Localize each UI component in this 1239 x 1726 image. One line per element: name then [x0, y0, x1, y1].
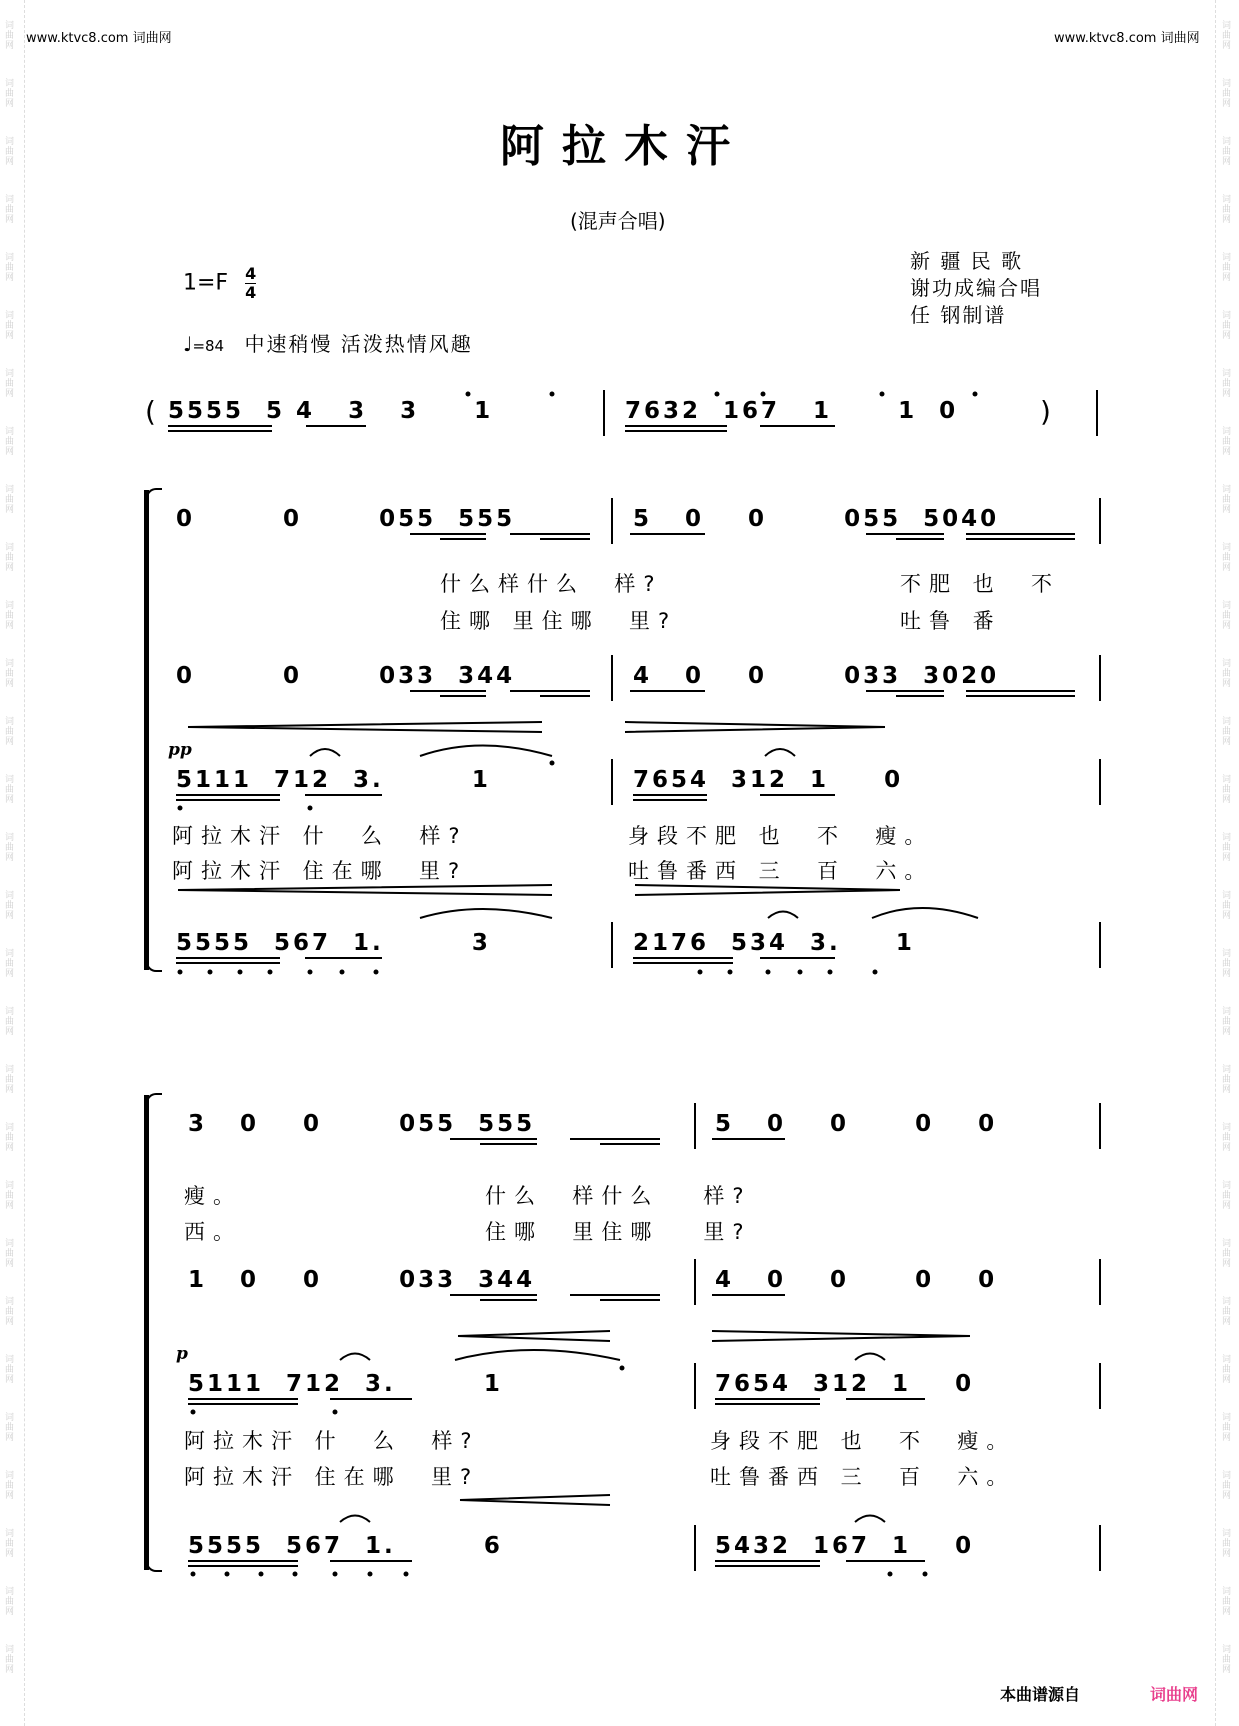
- side-watermark-text: 词曲网: [3, 310, 13, 340]
- tenor-bar-2: 7654 312 1 0: [715, 1371, 975, 1397]
- side-watermark-text: 词曲网: [3, 832, 13, 862]
- soprano-lyric-2-b: 住哪 里住哪 里?: [485, 1220, 752, 1244]
- side-watermark-text: 词曲网: [3, 1354, 13, 1384]
- side-watermark-text: 词曲网: [1220, 1006, 1230, 1036]
- side-watermark-text: 词曲网: [1220, 1296, 1230, 1326]
- side-watermark-text: 词曲网: [3, 600, 13, 630]
- side-watermark-text: 词曲网: [3, 774, 13, 804]
- tenor-lyric-1-a: 阿拉木汗 什 么 样?: [172, 824, 468, 848]
- side-watermark-text: 词曲网: [3, 890, 13, 920]
- side-watermark-text: 词曲网: [3, 484, 13, 514]
- soprano-lyric-1-b: 什么 样什么 样?: [485, 1184, 752, 1208]
- side-watermark-text: 词曲网: [3, 716, 13, 746]
- intro-bar-1: 5555 5 4 3 3 1: [168, 398, 494, 424]
- side-watermark-text: 词曲网: [3, 252, 13, 282]
- side-watermark-text: 词曲网: [3, 1238, 13, 1268]
- credit-transcriber: 任 钢制谱: [910, 303, 1007, 327]
- side-watermark-text: 词曲网: [3, 426, 13, 456]
- side-watermark-text: 词曲网: [3, 542, 13, 572]
- side-watermark-text: 词曲网: [1220, 542, 1230, 572]
- side-watermark-text: 词曲网: [3, 194, 13, 224]
- dynamic-pianissimo: pp: [168, 740, 192, 760]
- side-watermark-text: 词曲网: [3, 1006, 13, 1036]
- subtitle: (混声合唱): [570, 209, 666, 233]
- side-watermark-text: 词曲网: [3, 1528, 13, 1558]
- side-watermark-text: 词曲网: [1220, 832, 1230, 862]
- tenor-lyric-1-b: 身段不肥 也 不 瘦。: [710, 1429, 1016, 1453]
- side-watermark-text: 词曲网: [1220, 368, 1230, 398]
- side-watermark-text: 词曲网: [3, 1586, 13, 1616]
- site-watermark-right: www.ktvc8.com 词曲网: [1054, 31, 1200, 46]
- side-watermark-text: 词曲网: [1220, 1528, 1230, 1558]
- side-watermark-text: 词曲网: [3, 1296, 13, 1326]
- side-watermark-text: 词曲网: [1220, 194, 1230, 224]
- soprano-lyric-2-b: 吐鲁 番: [900, 609, 1002, 633]
- quarter-note-icon: ♩: [183, 332, 193, 356]
- side-watermark-text: 词曲网: [1220, 484, 1230, 514]
- side-watermark-text: 词曲网: [3, 1470, 13, 1500]
- side-watermark-text: 词曲网: [3, 20, 13, 50]
- tenor-bar-1: 5111 712 3. 1: [188, 1371, 503, 1397]
- bass-bar-1: 5555 567 1. 3: [176, 930, 491, 956]
- side-watermark-text: 词曲网: [3, 1644, 13, 1674]
- side-watermark-text: 词曲网: [3, 1064, 13, 1094]
- side-watermark-text: 词曲网: [1220, 1412, 1230, 1442]
- side-watermark-text: 词曲网: [1220, 600, 1230, 630]
- source-label: 本曲谱源自: [1000, 1685, 1081, 1704]
- side-watermark-text: 词曲网: [1220, 1122, 1230, 1152]
- side-watermark-text: 词曲网: [1220, 20, 1230, 50]
- side-watermark-text: 词曲网: [3, 658, 13, 688]
- side-watermark-text: 词曲网: [1220, 136, 1230, 166]
- side-watermark-text: 词曲网: [1220, 716, 1230, 746]
- bass-bar-1: 5555 567 1. 6: [188, 1533, 503, 1559]
- side-watermark-text: 词曲网: [3, 1180, 13, 1210]
- tenor-lyric-2-a: 阿拉木汗 住在哪 里?: [184, 1465, 480, 1489]
- side-watermark-text: 词曲网: [1220, 774, 1230, 804]
- soprano-bar-2: 5 0 0 0 0: [715, 1111, 998, 1137]
- alto-bar-1: 0 0 033 344: [176, 663, 516, 689]
- alto-bar-2: 4 0 0 033 3020: [633, 663, 1000, 689]
- source-site-link[interactable]: 词曲网: [1150, 1685, 1199, 1704]
- side-watermark-text: 词曲网: [1220, 1354, 1230, 1384]
- credit-arranger: 谢功成编合唱: [910, 276, 1042, 300]
- side-watermark-text: 词曲网: [1220, 426, 1230, 456]
- soprano-lyric-2-a: 西。: [184, 1220, 242, 1244]
- tenor-bar-2: 7654 312 1 0: [633, 767, 904, 793]
- tenor-lyric-1-b: 身段不肥 也 不 瘦。: [628, 824, 934, 848]
- soprano-lyric-2: 住哪 里住哪 里?: [440, 609, 678, 633]
- tenor-lyric-2-a: 阿拉木汗 住在哪 里?: [172, 859, 468, 883]
- alto-bar-2: 4 0 0 0 0: [715, 1267, 998, 1293]
- page-title: 阿拉木汗: [500, 121, 748, 172]
- side-watermark-text: 词曲网: [1220, 1238, 1230, 1268]
- soprano-bar-2: 5 0 0 055 5040: [633, 506, 1000, 532]
- side-watermark-text: 词曲网: [3, 1412, 13, 1442]
- side-watermark-text: 词曲网: [1220, 78, 1230, 108]
- side-watermark-text: 词曲网: [1220, 1586, 1230, 1616]
- side-watermark-text: 词曲网: [1220, 252, 1230, 282]
- soprano-lyric-1-a: 瘦。: [184, 1184, 242, 1208]
- bass-bar-2: 2176 534 3. 1: [633, 930, 915, 956]
- intro-paren-open: (: [145, 395, 156, 428]
- bass-bar-2: 5432 167 1 0: [715, 1533, 975, 1559]
- tenor-lyric-2-b: 吐鲁番西 三 百 六。: [710, 1465, 1016, 1489]
- side-watermark-text: 词曲网: [3, 368, 13, 398]
- side-watermark-text: 词曲网: [3, 136, 13, 166]
- side-watermark-text: 词曲网: [1220, 310, 1230, 340]
- credit-origin: 新 疆 民 歌: [910, 249, 1024, 273]
- side-watermark-text: 词曲网: [3, 1122, 13, 1152]
- time-signature-top: 4: [245, 264, 257, 283]
- alto-bar-1: 1 0 0 033 344: [188, 1267, 536, 1293]
- side-watermark-text: 词曲网: [1220, 658, 1230, 688]
- side-watermark-text: 词曲网: [1220, 1064, 1230, 1094]
- side-watermark-text: 词曲网: [1220, 1180, 1230, 1210]
- tempo-text: 中速稍慢 活泼热情风趣: [244, 332, 473, 356]
- dynamic-piano: p: [176, 1344, 188, 1364]
- soprano-lyric-1-b: 不肥 也 不: [900, 572, 1061, 596]
- side-watermark-text: 词曲网: [3, 948, 13, 978]
- site-watermark-left: www.ktvc8.com 词曲网: [26, 31, 172, 46]
- soprano-bar-1: 3 0 0 055 555: [188, 1111, 536, 1137]
- side-watermark-text: 词曲网: [1220, 890, 1230, 920]
- intro-paren-close: ): [1040, 395, 1051, 428]
- tenor-bar-1: 5111 712 3. 1: [176, 767, 491, 793]
- side-watermark-text: 词曲网: [3, 78, 13, 108]
- soprano-bar-1: 0 0 055 555: [176, 506, 516, 532]
- side-watermark-text: 词曲网: [1220, 948, 1230, 978]
- intro-bar-2: 7632 167 1 1 0: [625, 398, 959, 424]
- side-watermark-text: 词曲网: [1220, 1644, 1230, 1674]
- tenor-lyric-2-b: 吐鲁番西 三 百 六。: [628, 859, 934, 883]
- key-label: 1=F: [183, 270, 229, 296]
- tempo-value: =84: [192, 337, 225, 355]
- time-signature-bottom: 4: [245, 283, 257, 302]
- soprano-lyric-1: 什么样什么 样?: [440, 572, 663, 596]
- side-watermark-text: 词曲网: [1220, 1470, 1230, 1500]
- tenor-lyric-1-a: 阿拉木汗 什 么 样?: [184, 1429, 480, 1453]
